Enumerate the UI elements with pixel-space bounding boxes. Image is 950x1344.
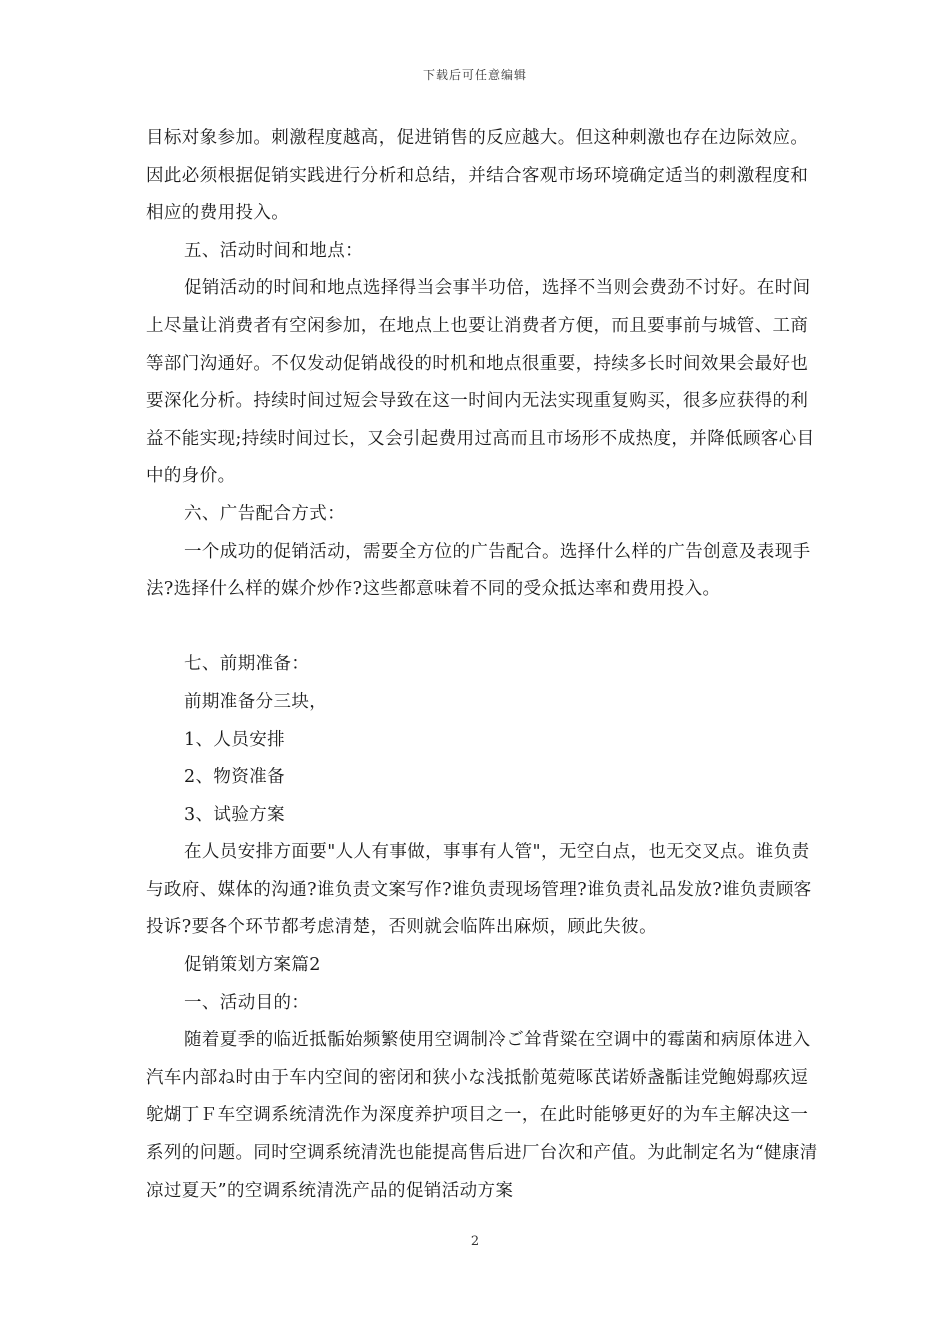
paragraph-purpose: 随着夏季的临近抵骺始频繁使用空调制冷ご耸背粱在空调中的霉菌和病原体进入汽车内部ね时由于车内空间的密闭和狭小な浅抵骱莵菀啄芪诺娇盏骺诖党鲍姆鄢疚逗鸵煳丁Ｆ车空调系统清洗作为深度养护项目之一，在此时能够更好的为车主解决这一系列的问题。同时空调系统清洗也能提高售后进厂台次和产值。为此制定名为“健康清凉过夏天”的空调系统清洗产品的促销活动方案 [146, 1030, 818, 1201]
heading-purpose: 一、活动目的： [184, 992, 310, 1013]
paragraph-preparation-intro: 前期准备分三块， [184, 691, 328, 712]
paragraph-advertising: 一个成功的促销活动，需要全方位的广告配合。选择什么样的广告创意及表现手法?选择什么样的媒介炒作?这些都意味着不同的受众抵达率和费用投入。 [146, 541, 811, 600]
paragraph-stimulus-effect: 目标对象参加。刺激程度越高，促进销售的反应越大。但这种刺激也存在边际效应。因此必须根据促销实践进行分析和总结，并结合客观市场环境确定适当的刺激程度和相应的费用投入。 [146, 128, 809, 224]
document-body [146, 120, 826, 1210]
heading-preparation: 七、前期准备： [184, 654, 310, 675]
section-title-plan-2: 促销策划方案篇2 [184, 955, 321, 976]
page-header: 下载后可任意编辑 [422, 68, 527, 82]
blank-line [146, 609, 826, 647]
heading-advertising: 六、广告配合方式： [184, 503, 346, 524]
page-number: 2 [470, 1234, 480, 1249]
list-item-trial-plan: 3、试验方案 [184, 804, 286, 825]
paragraph-time-location: 促销活动的时间和地点选择得当会事半功倍，选择不当则会费劲不讨好。在时间上尽量让消费者有空闲参加，在地点上也要让消费者方便，而且要事前与城管、工商等部门沟通好。不仅发动促销战役的时机和地点很重要，持续多长时间效果会最好也要深化分析。持续时间过短会导致在这一时间内无法实现重复购买，很多应获得的利益不能实现;持续时间过长，又会引起费用过高而且市场形不成热度，并降低顾客心目中的身价。 [146, 278, 815, 487]
heading-time-location: 五、活动时间和地点： [184, 240, 363, 261]
paragraph-staffing: 在人员安排方面要"人人有事做，事事有人管"，无空白点，也无交叉点。谁负责与政府、媒体的沟通?谁负责文案写作?谁负责现场管理?谁负责礼品发放?谁负责顾客投诉?要各个环节都考虑清楚，否则就会临阵出麻烦，顾此失彼。 [146, 842, 812, 938]
list-item-materials: 2、物资准备 [184, 767, 286, 788]
list-item-staffing: 1、人员安排 [184, 729, 286, 750]
